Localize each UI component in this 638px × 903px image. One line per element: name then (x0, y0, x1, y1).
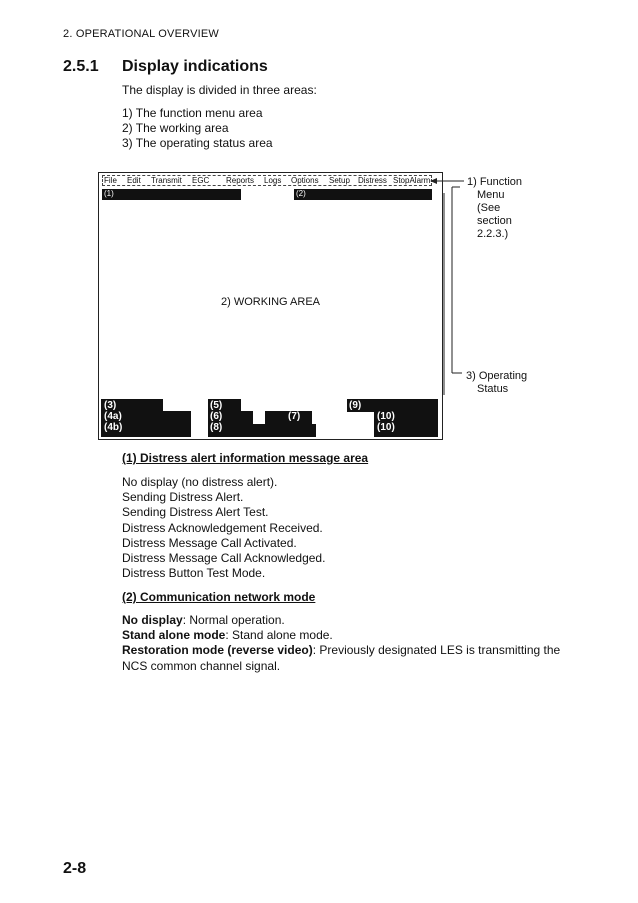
menu-item-transmit: Transmit (151, 176, 182, 185)
menu-item-egc: EGC (192, 176, 210, 185)
list-item (122, 628, 560, 643)
network-list (122, 613, 560, 674)
distress-heading: (1) Distress alert information message area (122, 451, 369, 465)
list-item: Distress Message Call Activated. (122, 535, 297, 550)
section-number: 2.5.1 (63, 58, 99, 75)
callout-function-menu (467, 176, 522, 241)
menu-item-setup: Setup (329, 176, 350, 185)
list-item: Distress Acknowledgement Received. (122, 520, 323, 535)
status-label-6: (6) (210, 411, 223, 422)
status-label-8: (8) (210, 422, 223, 433)
desc: : Previously designated LES is transmitting the (312, 643, 561, 658)
list-item: NCS common channel signal. (122, 658, 281, 673)
area-item: 2) The working area (122, 121, 229, 135)
distress-list (122, 475, 325, 581)
list-item (122, 613, 560, 628)
status-label-10b: (10) (377, 422, 395, 433)
term: Restoration mode (reverse video) (122, 643, 313, 658)
intro-text: The display is divided in three areas: (122, 83, 317, 97)
page-header: 2. OPERATIONAL OVERVIEW (63, 28, 219, 40)
bar-label-1: (1) (104, 189, 114, 198)
callout-text: Status (477, 383, 509, 395)
page-number: 2-8 (63, 860, 87, 877)
status-label-4a: (4a) (104, 411, 122, 422)
areas-list (122, 106, 273, 151)
list-item (122, 643, 560, 658)
status-label-10a: (10) (377, 411, 395, 422)
bar-label-2: (2) (296, 189, 306, 198)
list-item: Sending Distress Alert Test. (122, 505, 269, 520)
term: No display (122, 613, 183, 627)
menu-item-stopalarm: StopAlarm (393, 176, 431, 185)
area-item: 3) The operating status area (122, 136, 273, 150)
menu-item-logs: Logs (264, 176, 282, 185)
callout-operating-status (466, 370, 527, 396)
status-label-9: (9) (349, 400, 362, 411)
status-block (208, 424, 316, 437)
status-label-7: (7) (288, 411, 301, 422)
menu-item-edit: Edit (127, 176, 141, 185)
callout-text: 2.2.3.) (477, 228, 509, 240)
list-item: Sending Distress Alert. (122, 490, 244, 505)
callout-text: section (477, 215, 512, 227)
network-mode-bar (294, 189, 432, 200)
menu-item-file: File (104, 176, 117, 185)
area-item: 1) The function menu area (122, 106, 263, 120)
desc: : Normal operation. (182, 613, 285, 627)
list-item: No display (no distress alert). (122, 475, 278, 489)
status-label-3: (3) (104, 400, 117, 411)
callout-text: (See (477, 202, 501, 214)
callout-text: 3) Operating (466, 370, 528, 382)
term: Stand alone mode (122, 628, 226, 643)
list-item: Distress Button Test Mode. (122, 566, 266, 581)
section-title: Display indications (122, 58, 268, 75)
status-label-5: (5) (210, 400, 223, 411)
list-item: Distress Message Call Acknowledged. (122, 551, 326, 566)
callout-text: Menu (477, 189, 505, 201)
status-label-4b: (4b) (104, 422, 123, 433)
menu-item-reports: Reports (226, 176, 255, 185)
distress-info-bar (102, 189, 241, 200)
menu-item-distress: Distress (358, 176, 387, 185)
menu-item-options: Options (291, 176, 319, 185)
network-heading: (2) Communication network mode (122, 590, 316, 604)
callout-lines (428, 175, 468, 395)
working-area-label: 2) WORKING AREA (220, 296, 321, 308)
callout-text: 1) Function (467, 176, 523, 188)
desc: : Stand alone mode. (225, 628, 333, 643)
